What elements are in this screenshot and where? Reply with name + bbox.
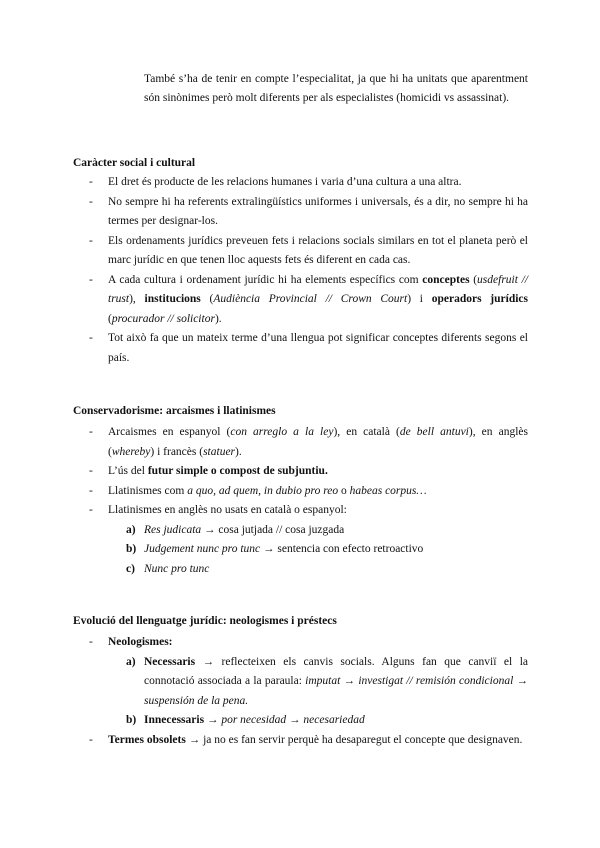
- list-item: - Neologismes: a) Necessaris → reflecteixen els canvis socials. Alguns fan que canviï el la connotació associada a la paraula: imputat → investigat // remisión condicional → suspensión de la pena. b) Innecessaris → por necesidad → necesariedad: [0, 633, 528, 731]
- bullet-dash: -: [89, 426, 93, 438]
- list-item: - Llatinismes en anglès no usats en català o espanyol: a) Res judicata → cosa jutjada // cosa juzgada b) Judgement nunc pro tunc → sentencia con efecto retroactivo c) Nunc pro tunc: [0, 501, 528, 579]
- sub-list-item: c) Nunc pro tunc: [126, 562, 210, 575]
- bullet-dash: -: [89, 176, 93, 188]
- list-item: - Arcaismes en espanyol (con arreglo a la ley), en català (de bell antuvi), en anglès (whereby) i francès (statuer).: [0, 423, 528, 462]
- section-heading-evolution: Evolució del llenguatge jurídic: neologismes i préstecs: [73, 615, 337, 627]
- latinisms-sublist: [0, 521, 528, 580]
- list-item: - Els ordenaments jurídics preveuen fets i relacions socials similars en tot el planeta però el marc jurídic en que tenen lloc aquests fets és diferent en cada cas.: [0, 232, 528, 271]
- list-item: - Tot això fa que un mateix terme d’una llengua pot significar conceptes diferents segons el país.: [0, 329, 528, 368]
- bullet-dash: -: [89, 195, 93, 208]
- intro-paragraph: També s’ha de tenir en compte l’especialitat, ja que hi ha unitats que aparentment són sinònimes però molt diferents per als especialistes (homicidi vs assassinat).: [144, 73, 528, 104]
- bullet-dash: -: [89, 484, 93, 497]
- sub-list-item: b) Judgement nunc pro tunc → sentencia con efecto retroactivo: [126, 543, 424, 555]
- list-item: - No sempre hi ha referents extralingüístics uniformes i universals, és a dir, no sempre hi ha termes per designar-los.: [0, 193, 528, 232]
- bullet-dash: -: [89, 465, 93, 477]
- bullet-dash: -: [89, 332, 93, 344]
- list-item: - Termes obsolets → ja no es fan servir perquè ha desaparegut el concepte que designaven.: [0, 731, 528, 751]
- list-item: - L’ús del futur simple o compost de subjuntiu.: [0, 462, 528, 482]
- conservatism-list: [0, 423, 528, 579]
- section-heading-conservatism: Conservadorisme: arcaismes i llatinismes: [73, 405, 276, 417]
- social-cultural-list: [0, 173, 528, 368]
- sub-list-item: b) Innecessaris → por necesidad → necesariedad: [126, 714, 365, 726]
- sub-list-item: a) Res judicata → cosa jutjada // cosa juzgada: [126, 523, 345, 536]
- bullet-dash: -: [89, 504, 93, 516]
- bullet-dash: -: [89, 273, 93, 286]
- bullet-dash: -: [89, 234, 93, 247]
- list-item: - Llatinismes com a quo, ad quem, in dubio pro reo o habeas corpus…: [0, 482, 528, 502]
- sub-list-item: a) Necessaris → reflecteixen els canvis socials. Alguns fan que canviï el la connotació associada a la paraula: imputat → investigat // remisión condicional → suspensión de la pena.: [126, 655, 529, 707]
- list-item: - A cada cultura i ordenament jurídic hi ha elements específics com conceptes (usdefruit // trust), institucions (Audiència Provincial // Crown Court) i operadors jurídics (procurador // solicitor).: [0, 271, 528, 330]
- evolution-list: [0, 633, 528, 750]
- bullet-dash: -: [89, 636, 93, 648]
- section-heading-social-cultural: Caràcter social i cultural: [73, 157, 196, 169]
- list-item: - El dret és producte de les relacions humanes i varia d’una cultura a una altra.: [0, 173, 528, 193]
- bullet-dash: -: [89, 733, 93, 746]
- neologisms-sublist: [0, 653, 528, 731]
